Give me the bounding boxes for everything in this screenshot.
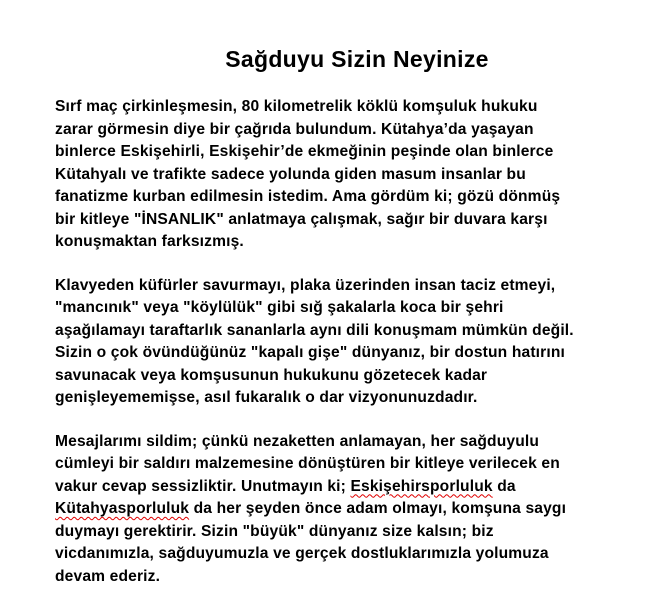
text-segment: da	[492, 477, 516, 495]
text-segment: da her şeyden önce adam olmayı, komşuna saygı	[189, 500, 567, 517]
text-segment: duymayı gerektirir. Sizin "büyük" dünyanız size kalsın; biz	[55, 522, 494, 540]
text-line	[55, 320, 667, 343]
text-segment: binlerce Eskişehirli, Eskişehir’de ekmeğinin peşinde olan binlerce	[55, 143, 554, 160]
text-line	[55, 365, 667, 388]
document-title: Sağduyu Sizin Neyinize	[225, 46, 489, 72]
text-line	[55, 543, 667, 566]
misspelled-word: Kütahyasporluluk	[55, 500, 190, 517]
text-line	[55, 164, 667, 187]
text-line	[55, 566, 667, 589]
text-segment: Kütahyalı ve trafikte sadece yolunda giden masum insanlar bu	[55, 165, 526, 183]
paragraph-3	[55, 431, 667, 589]
paragraph-2	[55, 275, 667, 410]
text-line	[55, 209, 667, 232]
text-line	[55, 119, 667, 142]
text-segment: Sırf maç çirkinleşmesin, 80 kilometrelik köklü komşuluk hukuku	[55, 98, 538, 115]
text-segment: fanatizme kurban edilmesin istedim. Ama gördüm ki; gözü dönmüş	[55, 188, 561, 205]
text-line	[55, 498, 667, 521]
document-body	[55, 96, 667, 609]
text-segment: vakur cevap sessizliktir. Unutmayın ki;	[55, 477, 351, 495]
text-line	[55, 387, 667, 410]
text-segment: aşağılamayı taraftarlık sananlarla aynı dili konuşmam mümkün değil.	[55, 321, 574, 339]
text-segment: Klavyeden küfürler savurmayı, plaka üzerinden insan taciz etmeyi,	[55, 276, 556, 294]
text-line	[55, 275, 667, 298]
text-line	[55, 231, 667, 254]
text-line	[55, 431, 667, 454]
text-line	[55, 186, 667, 209]
text-segment: savunacak veya komşusunun hukukunu gözetecek kadar	[55, 366, 488, 384]
text-segment: genişleyememişse, asıl fukaralık o dar vizyonunuzdadır.	[55, 389, 478, 406]
text-line	[55, 521, 667, 544]
text-line	[55, 453, 667, 476]
text-segment: "mancınık" veya "köylülük" gibi sığ şakalarla koca bir şehri	[55, 299, 504, 316]
text-line	[55, 476, 667, 499]
text-segment: cümleyi bir saldırı malzemesine dönüştüren bir kitleye verilecek en	[55, 455, 560, 472]
text-segment: vicdanımızla, sağduyumuzla ve gerçek dostluklarımızla yolumuza	[55, 545, 549, 562]
misspelled-word: Eskişehirsporluluk	[350, 477, 493, 495]
text-segment: Mesajlarımı sildim; çünkü nezaketten anlamayan, her sağduyulu	[55, 432, 540, 450]
text-line	[55, 96, 667, 119]
text-line	[55, 342, 667, 365]
text-segment: devam ederiz.	[55, 567, 161, 585]
text-segment: bir kitleye "İNSANLIK" anlatmaya çalışmak, sağır bir duvara karşı	[55, 210, 548, 228]
text-line	[55, 141, 667, 164]
text-segment: Sizin o çok övündüğünüz "kapalı gişe" dünyanız, bir dostun hatırını	[55, 344, 566, 361]
text-segment: konuşmaktan farksızmış.	[55, 233, 244, 250]
text-line	[55, 297, 667, 320]
paragraph-1	[55, 96, 667, 254]
text-segment: zarar görmesin diye bir çağrıda bulundum. Kütahya’da yaşayan	[55, 120, 534, 138]
